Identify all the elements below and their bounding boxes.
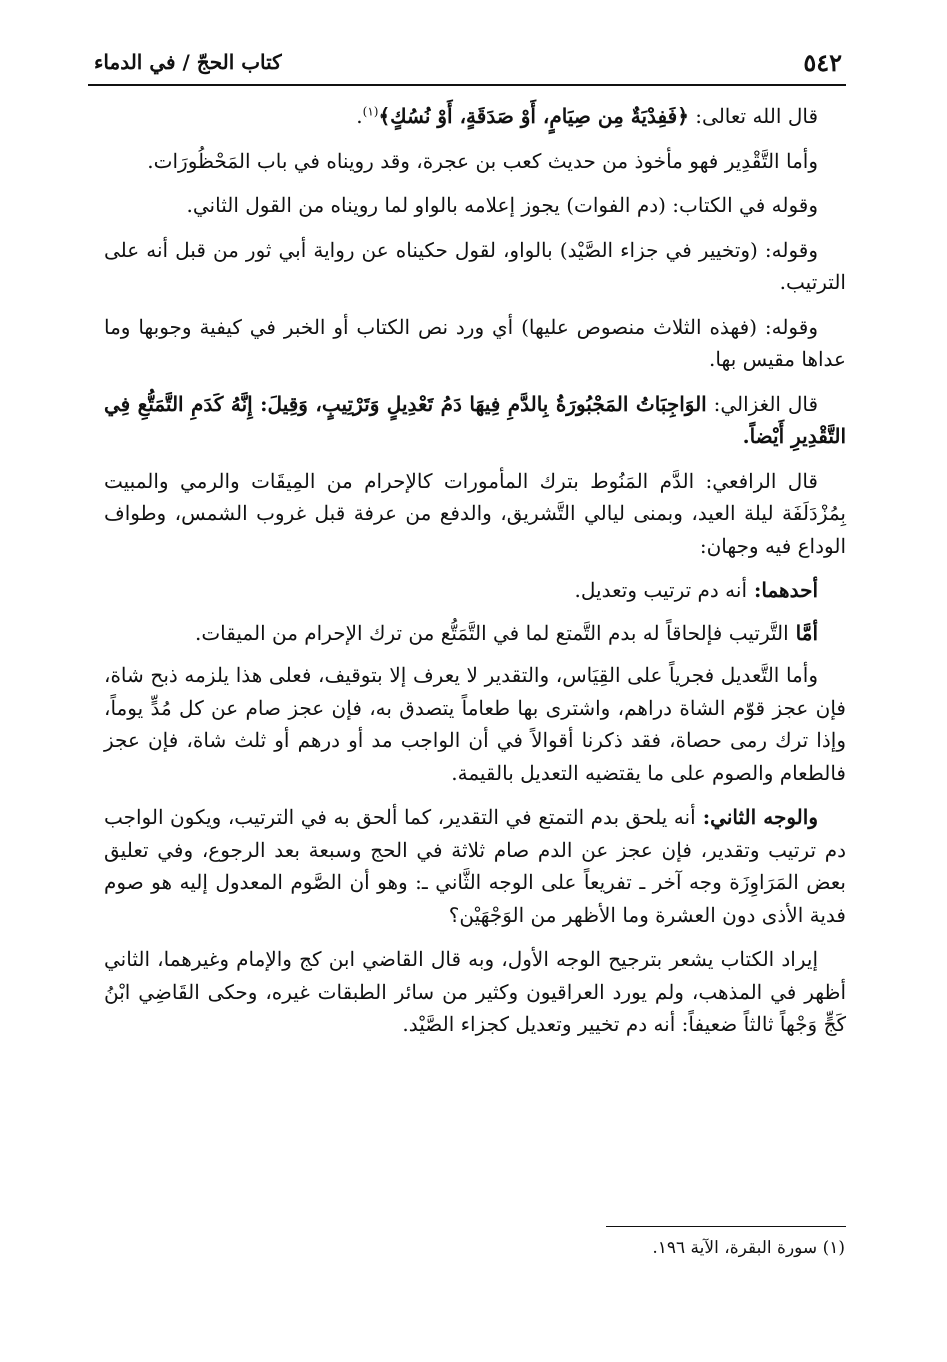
paragraph-text: وقوله: (وتخيير في جزاء الصَّيْد) بالواو، لقول حكيناه عن رواية أبي ثور من قبل أنه على الترتيب.	[104, 237, 846, 294]
paragraph-first-view	[104, 574, 846, 607]
paragraph-lead: قال الغزالي:	[706, 391, 818, 416]
paragraph-text: التَّرتيب فإلحاقاً له بدم التَّمتع لما في التَّمَتُّع من ترك الإحرام من الميقات.	[195, 620, 789, 645]
paragraph-bold-lead: أحدهما:	[747, 578, 818, 602]
footnote-rule	[606, 1226, 846, 1227]
quran-verse: ﴿فَفِدْيَةٌ مِن صِيَامٍ، أَوْ صَدَقَةٍ، أَوْ نُسُكٍ﴾	[378, 104, 689, 128]
footnote-marker: (١)	[362, 104, 379, 119]
paragraph-text: وأما التَّعديل فجرياً على القِيَاس، والتقدير لا يعرف إلا بتوقيف، فعلى هذا يلزمه ذبح شاة، فإن عجز قوّم الشاة دراهم، واشترى بها طعاماً يتصدق به، فإن عجز صام عن كل مُدٍّ يوماً، وإذا ترك رمى حصاة، فقد ذكرنا أقوالاً في أن الواجب مد أو درهم أو ثلث شاة، فإن عجز فالطعام والصوم على ما يقتضيه التعديل بالقيمة.	[104, 663, 846, 785]
paragraph	[104, 311, 846, 376]
footnote: (١) سورة البقرة، الآية ١٩٦.	[652, 1238, 845, 1258]
paragraph	[104, 189, 846, 222]
paragraph-text: .	[356, 104, 363, 128]
paragraph	[104, 943, 846, 1041]
paragraph-text: أنه يلحق بدم التمتع في التقدير، كما ألحق به في الترتيب، ويكون الواجب دم ترتيب وتقدير، فإن عجز عن الدم صام ثلاثة في الحج وسبعة بعد الرجوع، وفي تعليق بعض المَرَاوِزَة وجه آخر ـ تفريعاً على الوجه الثَّاني ـ: وهو أن الصَّوم المعدول إليه هو صوم فدية الأذى دون العشرة وما الأظهر من الوَجْهَيْن؟	[104, 805, 846, 927]
paragraph-quran-verse	[104, 100, 846, 133]
paragraph	[104, 234, 846, 299]
page-header	[88, 44, 846, 84]
paragraph-text: وقوله في الكتاب: (دم الفوات) يجوز إعلامه بالواو لما رويناه من القول الثاني.	[186, 193, 818, 217]
paragraph-text: قال الرافعي: الدَّم المَنُوط بترك المأمورات كالإحرام من المِيقَات والرمي والمبيت بِمُزْدَلَفَة ليلة العيد، وبمنى ليالي التَّشريق، والدفع من عرفة قبل غروب الشمس، وطواف الوداع فيه وجهان:	[104, 468, 846, 558]
paragraph-bold-text: الوَاجِبَاتُ المَجْبُورَةُ بِالدَّمِ فِيهَا دَمُ تَعْدِيلٍ وَتَرْتِيبٍ، وَقِيلَ: إِنَّهُ كَدَمِ التَّمَتُّعِ فِي التَّقْدِيرِ أَيْضاً.	[104, 391, 846, 448]
paragraph	[104, 145, 846, 178]
paragraph-text: وقوله: (فهذه الثلاث منصوص عليها) أي ورد نص الكتاب أو الخبر في كيفية وجوبها وما عداها مقيس بها.	[104, 314, 846, 371]
paragraph	[104, 617, 846, 650]
paragraph-lead: قال الله تعالى:	[688, 104, 818, 128]
paragraph-second-view	[104, 801, 846, 931]
paragraph	[104, 659, 846, 789]
paragraph-ghazali	[104, 388, 846, 453]
paragraph-text: أنه دم ترتيب وتعديل.	[574, 578, 748, 602]
paragraph-bold-lead: والوجه الثاني:	[695, 805, 818, 829]
page-number: ٥٤٢	[803, 48, 842, 77]
page-body	[104, 100, 846, 1053]
paragraph-text: إيراد الكتاب يشعر بترجيح الوجه الأول، وبه قال القاضي ابن كج والإمام وغيرهما، الثاني أظهر في المذهب، ولم يورد العراقيون وكثير من سائر الطبقات غيره، وحكى القَاضِي ابْنُ كَجٍّ وَجْهاً ثالثاً ضعيفاً: أنه دم تخيير وتعديل كجزاء الصَّيْد.	[104, 947, 846, 1036]
running-title: كتاب الحجّ / في الدماء	[94, 50, 282, 74]
paragraph-rafii	[104, 465, 846, 563]
paragraph-bold-lead: أمَّا	[788, 620, 818, 645]
paragraph-text: وأما التَّقْدِير فهو مأخوذ من حديث كعب بن عجرة، وقد رويناه في باب المَحْظُورَات.	[147, 148, 818, 173]
header-rule	[88, 84, 846, 86]
